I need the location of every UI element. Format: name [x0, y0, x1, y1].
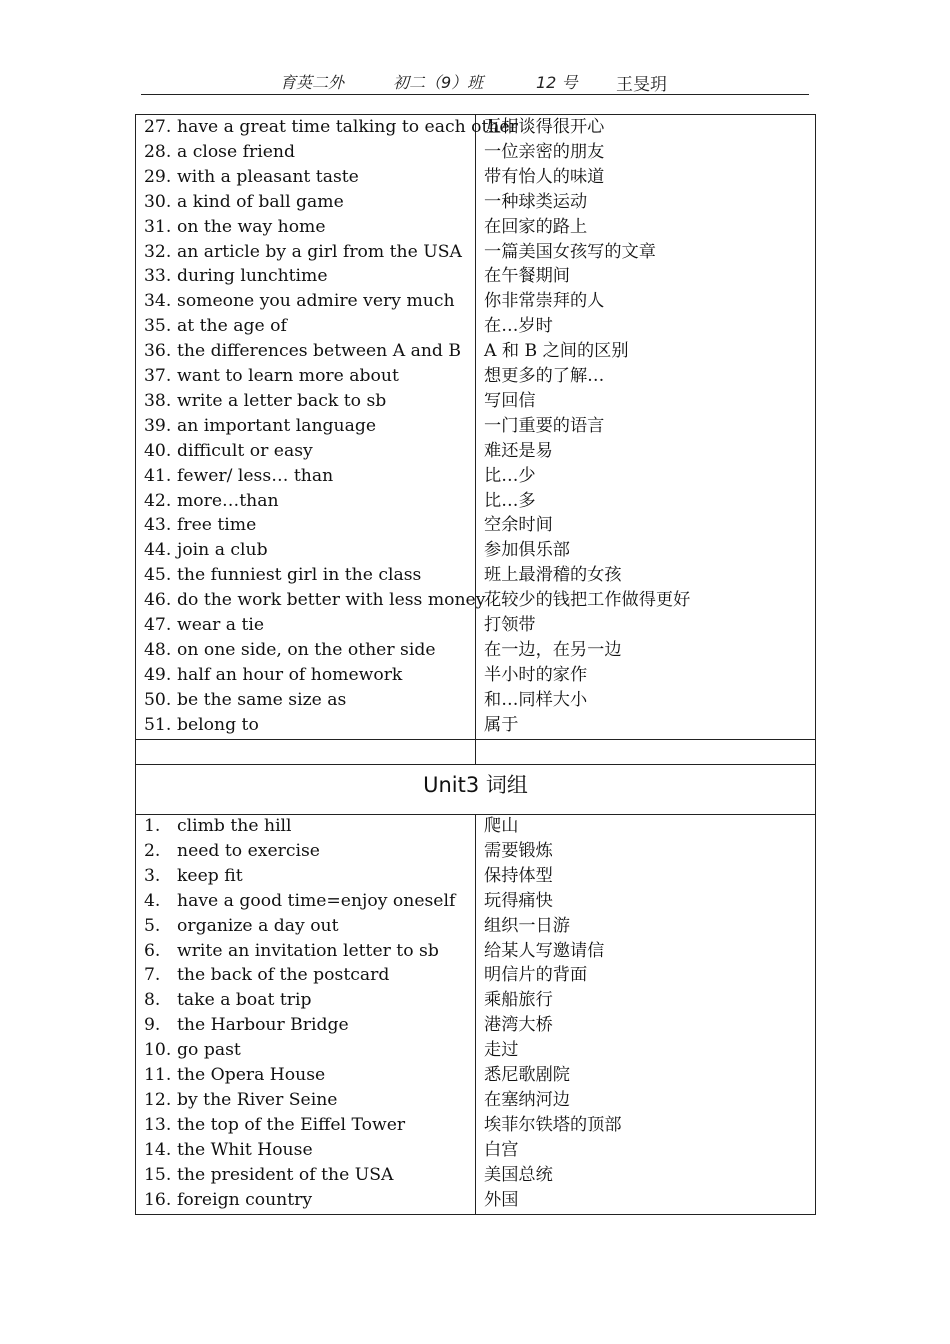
- phrase-english: free time: [177, 515, 257, 536]
- phrase-english: an important language: [177, 415, 377, 436]
- phrase-english: with a pleasant taste: [177, 166, 359, 187]
- phrase-english: the president of the USA: [177, 1164, 394, 1185]
- phrase-english: be the same size as: [177, 689, 347, 710]
- phrase-english: belong to: [177, 714, 259, 735]
- phrase-chinese: A 和 B 之间的区别: [484, 341, 629, 362]
- phrase-english: an article by a girl from the USA: [177, 241, 462, 262]
- phrase-chinese: 空余时间: [484, 515, 553, 536]
- blank-table-row: [135, 739, 816, 765]
- phrase-row: [136, 364, 815, 389]
- phrase-number: 30.: [144, 191, 172, 212]
- phrase-english: keep fit: [177, 865, 243, 886]
- phrase-row: [136, 638, 815, 663]
- phrase-row: [136, 939, 815, 964]
- phrase-chinese: 带有怡人的味道: [484, 166, 605, 187]
- phrase-english: do the work better with less money: [177, 590, 486, 611]
- phrase-chinese: 一位亲密的朋友: [484, 141, 605, 162]
- phrase-number: 8.: [144, 990, 161, 1011]
- phrase-row: [136, 389, 815, 414]
- phrase-number: 2.: [144, 840, 161, 861]
- phrase-number: 5.: [144, 915, 161, 936]
- phrase-english: write an invitation letter to sb: [177, 940, 439, 961]
- phrase-english: the differences between A and B: [177, 341, 461, 362]
- phrase-english: difficult or easy: [177, 440, 313, 461]
- phrase-row: [136, 613, 815, 638]
- phrase-english: during lunchtime: [177, 266, 328, 287]
- phrase-chinese: 爬山: [484, 816, 519, 836]
- phrase-number: 13.: [144, 1114, 172, 1135]
- phrase-number: 33.: [144, 266, 172, 287]
- phrase-english: organize a day out: [177, 915, 339, 936]
- phrase-chinese: 给某人写邀请信: [484, 940, 605, 961]
- phrase-number: 12.: [144, 1089, 172, 1110]
- phrase-number: 40.: [144, 440, 172, 461]
- phrase-row: [136, 215, 815, 240]
- phrase-number: 11.: [144, 1065, 172, 1085]
- phrase-row: [136, 713, 815, 738]
- phrase-english: someone you admire very much: [177, 291, 455, 312]
- phrase-chinese: 组织一日游: [484, 915, 570, 936]
- phrase-english: need to exercise: [177, 840, 320, 861]
- phrase-english: at the age of: [177, 316, 287, 337]
- phrase-row: [136, 190, 815, 215]
- phrase-row: [136, 1038, 815, 1063]
- phrase-number: 35.: [144, 316, 172, 337]
- phrase-chinese: 在一边，在另一边: [484, 639, 622, 660]
- phrase-row: [136, 1013, 815, 1038]
- phrase-chinese: 在午餐期间: [484, 266, 570, 287]
- phrase-row: [136, 140, 815, 165]
- phrase-chinese: 难还是易: [484, 440, 553, 461]
- phrase-row: [136, 988, 815, 1013]
- phrase-english: more…than: [177, 490, 279, 511]
- header-student-name: 王旻玥: [616, 75, 667, 95]
- phrase-english: foreign country: [177, 1189, 313, 1210]
- phrase-english: join a club: [177, 540, 268, 561]
- phrase-chinese: 白宫: [484, 1139, 519, 1160]
- phrase-english: write a letter back to sb: [177, 390, 387, 411]
- phrase-row: [136, 439, 815, 464]
- header-student-number: 12 号: [536, 73, 578, 92]
- phrase-number: 32.: [144, 241, 172, 262]
- phrase-chinese: 比…多: [484, 490, 536, 511]
- phrase-row: [136, 588, 815, 613]
- phrase-number: 39.: [144, 415, 172, 436]
- phrase-row: [136, 165, 815, 190]
- phrase-row: [136, 414, 815, 439]
- phrase-row: [136, 115, 815, 140]
- phrase-row: [136, 513, 815, 538]
- phrase-row: [136, 864, 815, 889]
- column-divider: [475, 740, 476, 764]
- phrase-row: [136, 1163, 815, 1188]
- phrase-table-unit3: [135, 814, 816, 1215]
- phrase-english: have a great time talking to each other: [177, 117, 518, 137]
- phrase-chinese: 班上最滑稽的女孩: [484, 565, 622, 586]
- phrase-number: 27.: [144, 117, 172, 137]
- phrase-number: 42.: [144, 490, 172, 511]
- phrase-row: [136, 963, 815, 988]
- phrase-chinese: 明信片的背面: [484, 965, 588, 986]
- unit-title: Unit3 词组: [423, 773, 528, 797]
- phrase-chinese: 和…同样大小: [484, 689, 588, 710]
- phrase-english: a close friend: [177, 141, 295, 162]
- phrase-number: 46.: [144, 590, 172, 611]
- phrase-english: the top of the Eiffel Tower: [177, 1114, 406, 1135]
- phrase-number: 48.: [144, 639, 172, 660]
- phrase-chinese: 在塞纳河边: [484, 1089, 570, 1110]
- phrase-number: 47.: [144, 615, 172, 635]
- phrase-number: 31.: [144, 216, 172, 237]
- phrase-chinese: 美国总统: [484, 1164, 553, 1185]
- phrase-english: on one side, on the other side: [177, 639, 436, 660]
- phrase-chinese: 参加俱乐部: [484, 540, 570, 561]
- phrase-english: have a good time=enjoy oneself: [177, 890, 456, 911]
- phrase-number: 7.: [144, 965, 161, 986]
- phrase-english: go past: [177, 1040, 241, 1061]
- phrase-row: [136, 839, 815, 864]
- phrase-number: 15.: [144, 1164, 172, 1185]
- phrase-chinese: 花较少的钱把工作做得更好: [484, 590, 691, 611]
- header-class: 初二（9）班: [393, 73, 484, 92]
- phrase-english: wear a tie: [177, 615, 265, 635]
- phrase-row: [136, 289, 815, 314]
- phrase-english: half an hour of homework: [177, 664, 403, 685]
- phrase-number: 16.: [144, 1189, 172, 1210]
- phrase-chinese: 比…少: [484, 465, 536, 486]
- phrase-row: [136, 814, 815, 839]
- phrase-number: 34.: [144, 291, 172, 312]
- unit-heading-row: [135, 764, 816, 815]
- phrase-number: 43.: [144, 515, 172, 536]
- phrase-chinese: 乘船旅行: [484, 990, 553, 1011]
- phrase-row: [136, 464, 815, 489]
- phrase-chinese: 想更多的了解…: [484, 366, 605, 386]
- phrase-number: 4.: [144, 890, 161, 911]
- phrase-row: [136, 538, 815, 563]
- phrase-number: 29.: [144, 166, 172, 187]
- phrase-row: [136, 339, 815, 364]
- header-school: 育英二外: [280, 73, 345, 92]
- phrase-row: [136, 889, 815, 914]
- phrase-chinese: 需要锻炼: [484, 840, 553, 861]
- phrase-number: 51.: [144, 714, 172, 735]
- phrase-chinese: 写回信: [484, 390, 536, 411]
- phrase-english: the funniest girl in the class: [177, 565, 422, 586]
- phrase-row: [136, 1188, 815, 1213]
- phrase-chinese: 外国: [484, 1189, 519, 1210]
- phrase-chinese: 互相谈得很开心: [484, 117, 605, 137]
- phrase-row: [136, 1063, 815, 1088]
- phrase-english: a kind of ball game: [177, 191, 344, 212]
- phrase-chinese: 一篇美国女孩写的文章: [484, 241, 656, 262]
- phrase-number: 14.: [144, 1139, 172, 1160]
- phrase-chinese: 埃菲尔铁塔的顶部: [484, 1114, 622, 1135]
- phrase-number: 1.: [144, 816, 161, 836]
- phrase-number: 50.: [144, 689, 172, 710]
- phrase-number: 9.: [144, 1015, 161, 1036]
- phrase-number: 44.: [144, 540, 172, 561]
- phrase-row: [136, 1088, 815, 1113]
- phrase-row: [136, 663, 815, 688]
- phrase-english: the Opera House: [177, 1065, 326, 1085]
- phrase-chinese: 打领带: [484, 615, 536, 635]
- phrase-english: take a boat trip: [177, 990, 312, 1011]
- phrase-english: by the River Seine: [177, 1089, 338, 1110]
- phrase-chinese: 你非常崇拜的人: [484, 291, 605, 312]
- phrase-row: [136, 1113, 815, 1138]
- phrase-english: fewer/ less… than: [177, 465, 334, 486]
- phrase-chinese: 在…岁时: [484, 316, 553, 337]
- phrase-row: [136, 1138, 815, 1163]
- phrase-number: 10.: [144, 1040, 172, 1061]
- phrase-row: [136, 264, 815, 289]
- phrase-number: 38.: [144, 390, 172, 411]
- phrase-chinese: 走过: [484, 1040, 519, 1061]
- phrase-number: 41.: [144, 465, 172, 486]
- phrase-chinese: 属于: [484, 714, 519, 735]
- phrase-english: climb the hill: [177, 816, 292, 836]
- phrase-english: the Harbour Bridge: [177, 1015, 349, 1036]
- phrase-row: [136, 489, 815, 514]
- phrase-row: [136, 314, 815, 339]
- phrase-row: [136, 914, 815, 939]
- phrase-number: 28.: [144, 141, 172, 162]
- phrase-number: 49.: [144, 664, 172, 685]
- phrase-number: 45.: [144, 565, 172, 586]
- phrase-english: the back of the postcard: [177, 965, 390, 986]
- phrase-english: on the way home: [177, 216, 326, 237]
- phrase-number: 36.: [144, 341, 172, 362]
- phrase-chinese: 悉尼歌剧院: [484, 1065, 570, 1085]
- phrase-number: 37.: [144, 366, 172, 386]
- phrase-english: want to learn more about: [177, 366, 399, 386]
- phrase-chinese: 玩得痛快: [484, 890, 553, 911]
- phrase-number: 6.: [144, 940, 161, 961]
- phrase-chinese: 一门重要的语言: [484, 415, 605, 436]
- phrase-chinese: 保持体型: [484, 865, 553, 886]
- phrase-row: [136, 240, 815, 265]
- phrase-row: [136, 688, 815, 713]
- phrase-row: [136, 563, 815, 588]
- phrase-chinese: 港湾大桥: [484, 1015, 553, 1036]
- phrase-chinese: 一种球类运动: [484, 191, 588, 212]
- phrase-chinese: 在回家的路上: [484, 216, 588, 237]
- phrase-number: 3.: [144, 865, 161, 886]
- phrase-chinese: 半小时的家作: [484, 664, 588, 685]
- phrase-table-unit2: [135, 114, 816, 740]
- page-header: [141, 66, 809, 95]
- phrase-english: the Whit House: [177, 1139, 313, 1160]
